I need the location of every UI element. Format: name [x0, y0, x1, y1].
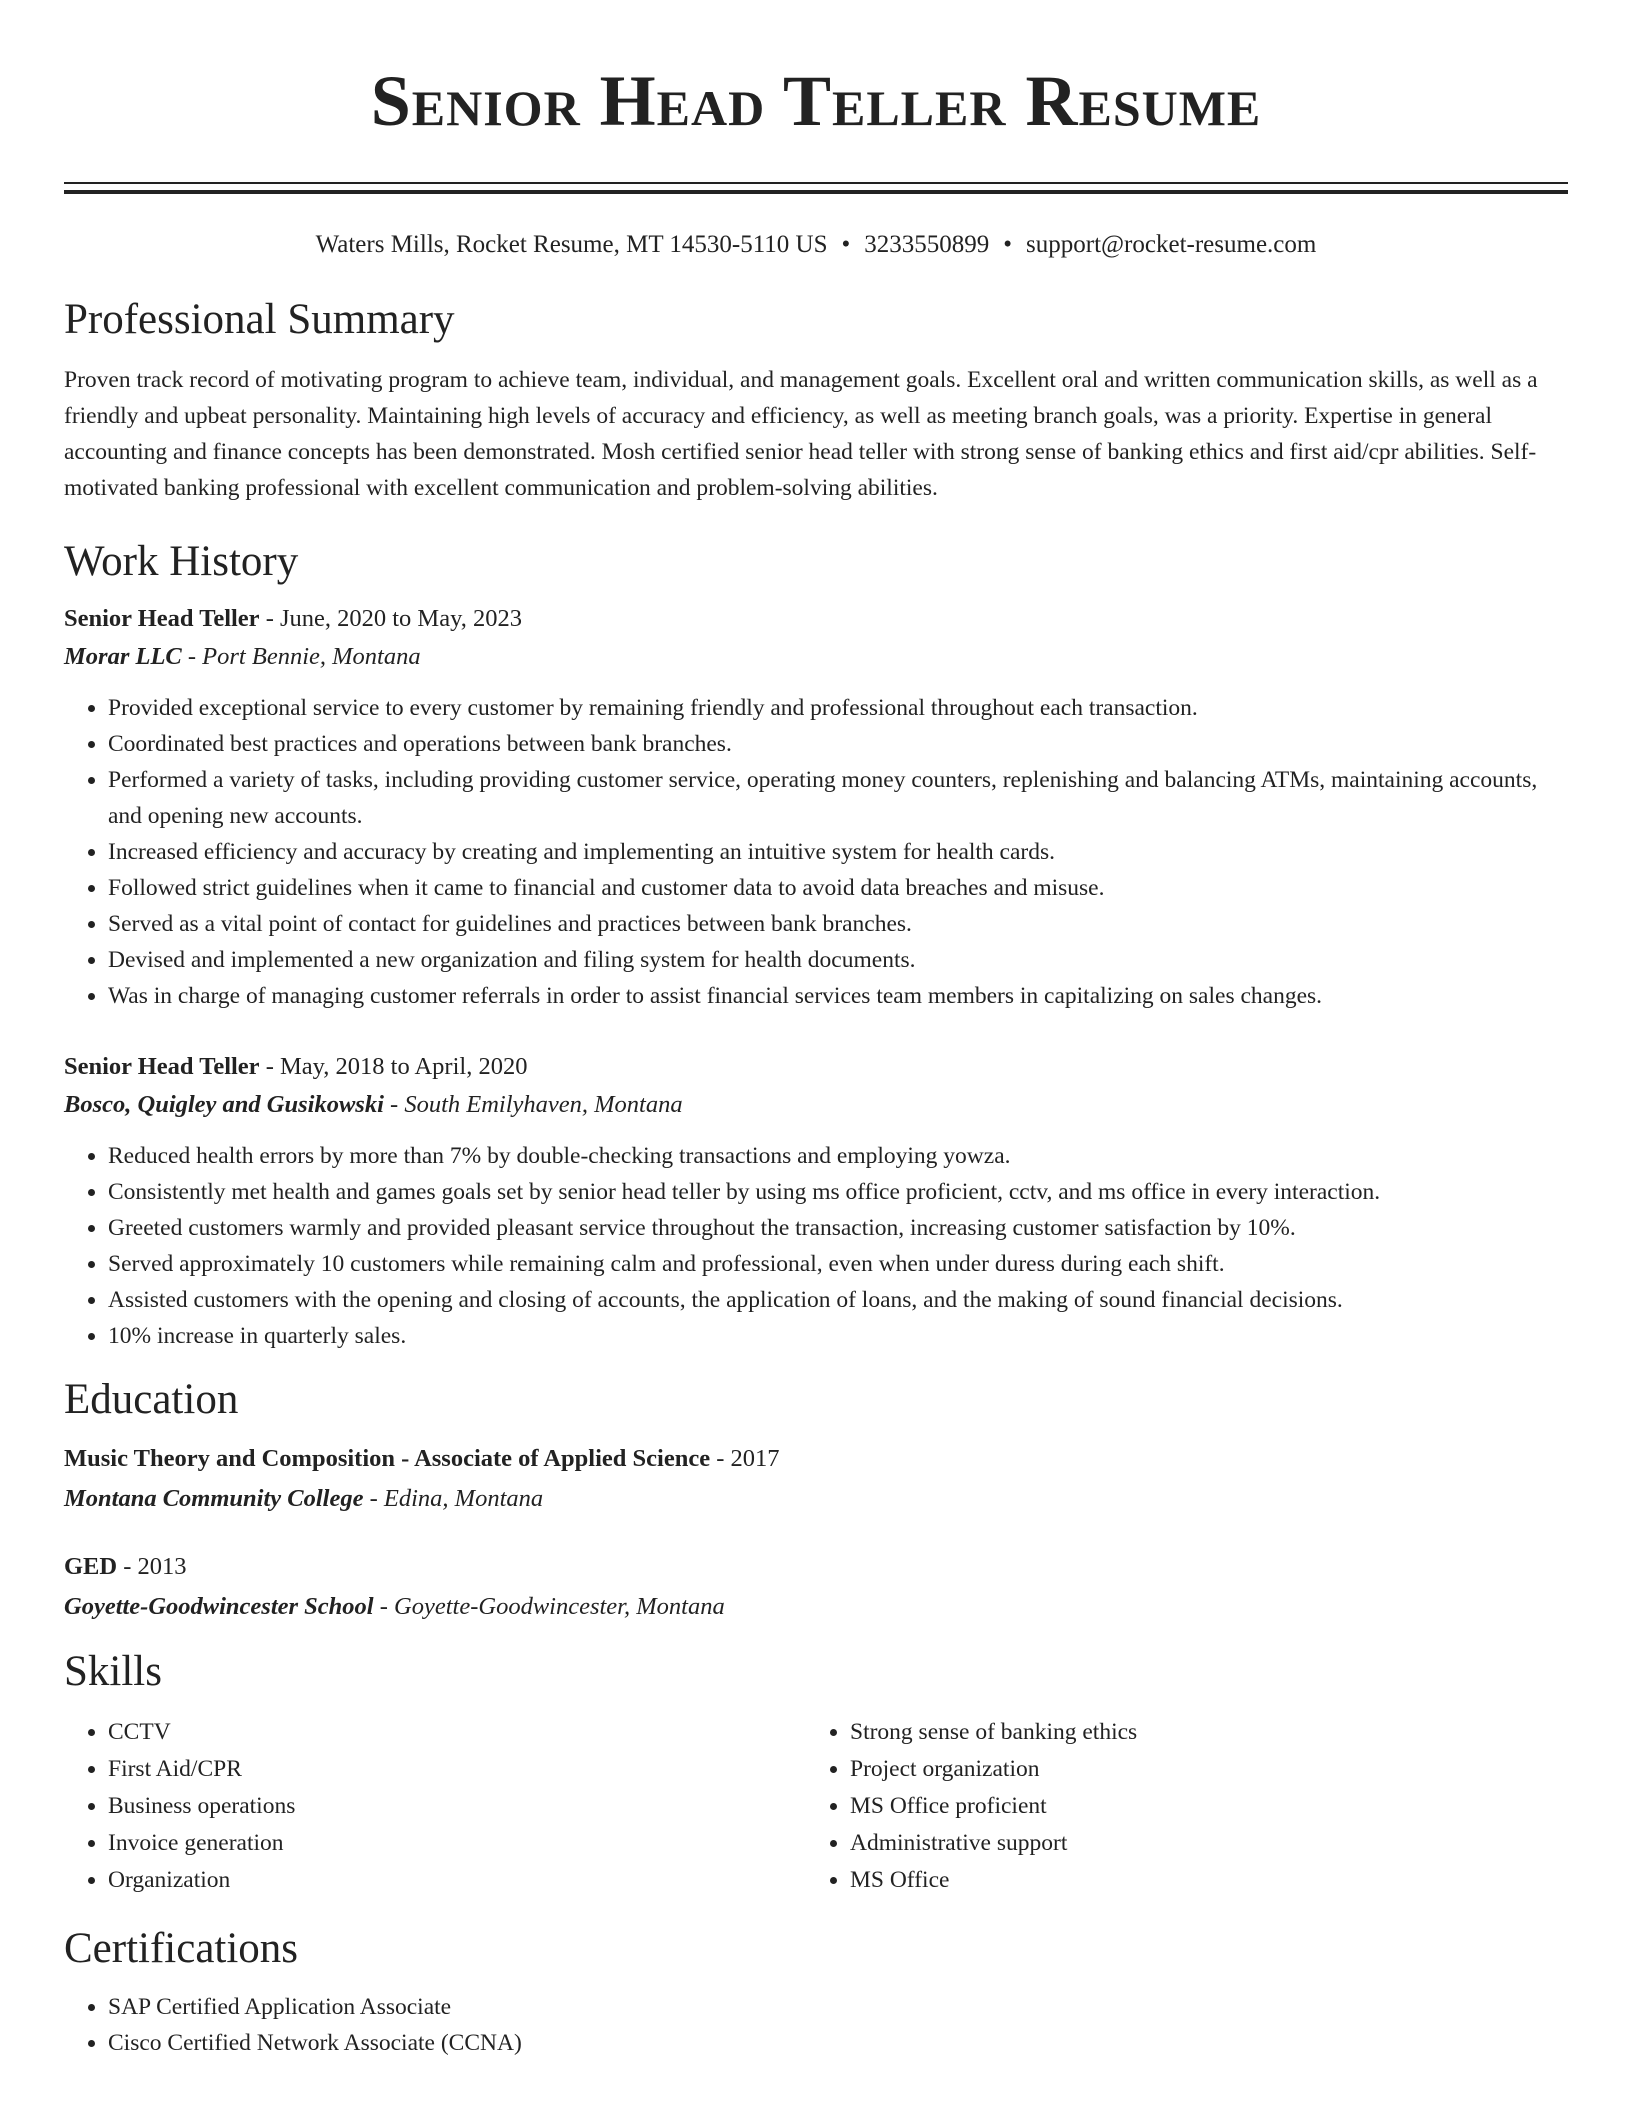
- job-entry: [64, 600, 1568, 1014]
- list-item: • 10% increase in quarterly sales.: [108, 1318, 1568, 1354]
- job-title: Senior Head Teller: [64, 605, 260, 632]
- list-item: • Business operations: [108, 1788, 806, 1825]
- education-heading: Education: [64, 1376, 239, 1423]
- work-section: [64, 534, 1568, 1354]
- list-item: • Served as a vital point of contact for guidelines and practices between bank branches.: [108, 906, 1568, 942]
- list-item: • Was in charge of managing customer referrals in order to assist financial services team members in capitalizing on sales changes.: [108, 978, 1568, 1014]
- education-school-line: [64, 1480, 1568, 1518]
- list-item: • Provided exceptional service to every customer by remaining friendly and professional throughout each transaction.: [108, 690, 1568, 726]
- education-school: Montana Community College: [64, 1485, 364, 1512]
- skills-list-left: [64, 1714, 806, 1899]
- job-dates: - May, 2018 to April, 2020: [259, 1053, 528, 1080]
- list-item: • MS Office proficient: [850, 1788, 1548, 1825]
- education-school-line: [64, 1588, 1568, 1626]
- list-item: • Organization: [108, 1862, 806, 1899]
- skills-section: [64, 1644, 1568, 1899]
- list-item: • MS Office: [850, 1862, 1548, 1899]
- list-item: • Strong sense of banking ethics: [850, 1714, 1548, 1751]
- education-location: - Goyette-Goodwincester, Montana: [373, 1593, 725, 1620]
- job-entry: [64, 1048, 1568, 1354]
- title-divider-thick: [64, 190, 1568, 194]
- list-item: • Increased efficiency and accuracy by creating and implementing an intuitive system for health cards.: [108, 834, 1568, 870]
- education-entry: [64, 1440, 1568, 1518]
- title-divider-thin: [64, 182, 1568, 184]
- education-location: - Edina, Montana: [363, 1485, 544, 1512]
- education-year: - 2013: [117, 1553, 187, 1580]
- list-item: • Invoice generation: [108, 1825, 806, 1862]
- certifications-heading: Certifications: [64, 1925, 299, 1972]
- list-item: • Greeted customers warmly and provided pleasant service throughout the transaction, increasing customer satisfaction by 10%.: [108, 1210, 1568, 1246]
- list-item: • CCTV: [108, 1714, 806, 1751]
- job-company-line: [64, 1086, 1568, 1124]
- education-degree: Music Theory and Composition - Associate of Applied Science: [64, 1445, 711, 1472]
- resume-page: [64, 0, 1568, 2061]
- list-item: • First Aid/CPR: [108, 1751, 806, 1788]
- skills-list-right: [806, 1714, 1548, 1899]
- skills-heading: Skills: [64, 1648, 162, 1695]
- job-title: Senior Head Teller: [64, 1053, 260, 1080]
- skills-column-right: [806, 1714, 1548, 1899]
- list-item: • SAP Certified Application Associate: [108, 1989, 1568, 2025]
- list-item: • Followed strict guidelines when it came to financial and customer data to avoid data breaches and misuse.: [108, 870, 1568, 906]
- education-year: - 2017: [710, 1445, 780, 1472]
- contact-separator: •: [841, 231, 851, 258]
- list-item: • Served approximately 10 customers while remaining calm and professional, even when under duress during each shift.: [108, 1246, 1568, 1282]
- contact-separator: •: [1003, 231, 1013, 258]
- education-degree-line: [64, 1548, 1568, 1586]
- work-heading: Work History: [64, 538, 299, 585]
- certifications-section: [64, 1921, 1568, 2061]
- job-title-line: [64, 1048, 1568, 1086]
- contact-phone: 3233550899: [864, 231, 990, 258]
- education-school: Goyette-Goodwincester School: [64, 1593, 374, 1620]
- resume-title: Senior Head Teller Resume: [370, 61, 1262, 141]
- job-title-line: [64, 600, 1568, 638]
- job-location: - South Emilyhaven, Montana: [383, 1091, 683, 1118]
- education-section: [64, 1372, 1568, 1626]
- skills-columns: [64, 1714, 1568, 1899]
- list-item: • Devised and implemented a new organization and filing system for health documents.: [108, 942, 1568, 978]
- contact-email: support@rocket-resume.com: [1026, 231, 1317, 258]
- list-item: • Reduced health errors by more than 7% by double-checking transactions and employing yowza.: [108, 1138, 1568, 1174]
- education-entry: [64, 1548, 1568, 1626]
- summary-text: Proven track record of motivating program to achieve team, individual, and management goals. Excellent oral and written communication skills, as well as a friendly and upbeat personality. Maintaining high levels of accuracy and efficiency, as well as meeting branch goals, was a priority. Expertise in general accounting and finance concepts has been demonstrated. Mosh certified senior head teller with strong sense of banking ethics and first aid/cpr abilities. Self-motivated banking professional with excellent communication and problem-solving abilities.: [64, 367, 1538, 501]
- job-bullets: [64, 1138, 1568, 1354]
- list-item: • Project organization: [850, 1751, 1548, 1788]
- summary-heading: Professional Summary: [64, 296, 455, 343]
- education-degree: GED: [64, 1553, 118, 1580]
- contact-address: Waters Mills, Rocket Resume, MT 14530-5110 US: [315, 231, 828, 258]
- list-item: • Performed a variety of tasks, including providing customer service, operating money counters, replenishing and balancing ATMs, maintaining accounts, and opening new accounts.: [108, 762, 1568, 834]
- job-bullets: [64, 690, 1568, 1014]
- certifications-list: [64, 1989, 1568, 2061]
- contact-line: [64, 228, 1568, 262]
- job-company-line: [64, 638, 1568, 676]
- list-item: • Coordinated best practices and operations between bank branches.: [108, 726, 1568, 762]
- list-item: • Consistently met health and games goals set by senior head teller by using ms office proficient, cctv, and ms office in every interaction.: [108, 1174, 1568, 1210]
- job-company: Bosco, Quigley and Gusikowski: [64, 1091, 384, 1118]
- job-dates: - June, 2020 to May, 2023: [259, 605, 523, 632]
- summary-section: [64, 292, 1568, 506]
- education-degree-line: [64, 1440, 1568, 1478]
- list-item: • Cisco Certified Network Associate (CCNA): [108, 2025, 1568, 2061]
- job-company: Morar LLC: [64, 643, 182, 670]
- job-location: - Port Bennie, Montana: [181, 643, 421, 670]
- list-item: • Assisted customers with the opening and closing of accounts, the application of loans, and the making of sound financial decisions.: [108, 1282, 1568, 1318]
- list-item: • Administrative support: [850, 1825, 1548, 1862]
- skills-column-left: [64, 1714, 806, 1899]
